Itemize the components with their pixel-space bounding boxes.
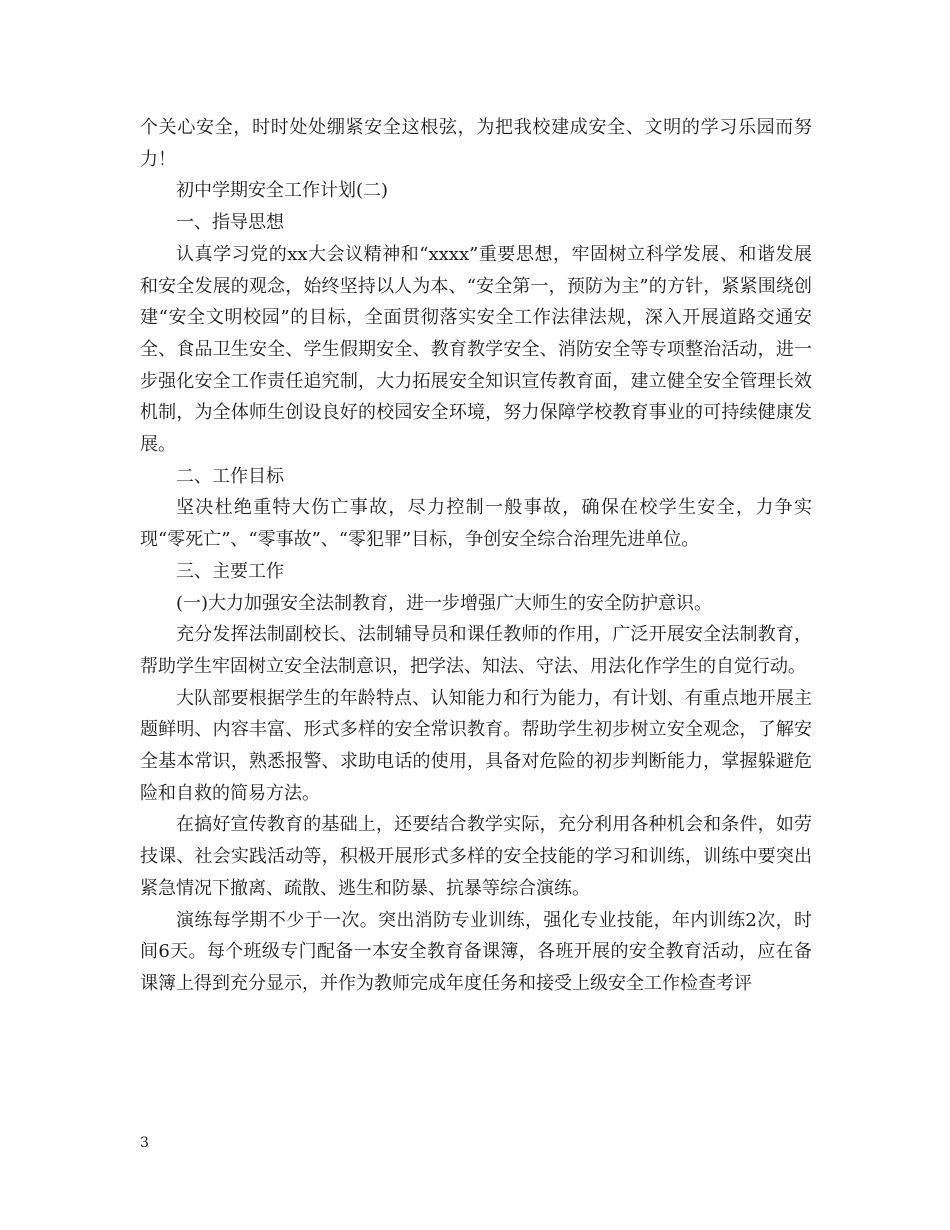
paragraph-safety-drills: 在搞好宣传教育的基础上，还要结合教学实际，充分利用各种机会和条件，如劳技课、社会实践活动等，积极开展形式多样的安全技能的学习和训练，训练中要突出紧急情况下撤离、疏散、逃生和防暴、抗暴等综合演练。 — [140, 814, 812, 899]
paragraph-continuation: 个关心安全，时时处处绷紧安全这根弦，为把我校建成安全、文明的学习乐园而努力！ — [140, 117, 812, 170]
subheading-legal-education: (一)大力加强安全法制教育，进一步增强广大师生的安全防护意识。 — [176, 592, 713, 614]
paragraph-drill-frequency: 演练每学期不少于一次。突出消防专业训练，强化专业技能，年内训练2次，时间6天。每个班级专门配备一本安全教育备课簿，各班开展的安全教育活动，应在备课簿上得到充分显示，并作为教师完成年度任务和接受上级安全工作检查考评 — [140, 909, 812, 994]
paragraph-legal-education: 充分发挥法制副校长、法制辅导员和课任教师的作用，广泛开展安全法制教育，帮助学生牢固树立安全法制意识，把学法、知法、守法、用法化作学生的自觉行动。 — [140, 624, 812, 677]
section-title: 初中学期安全工作计划(二) — [176, 180, 389, 202]
paragraph-work-goals: 坚决杜绝重特大伤亡事故，尽力控制一般事故，确保在校学生安全，力争实现“零死亡”、“零事故”、“零犯罪”目标，争创安全综合治理先进单位。 — [140, 497, 812, 551]
heading-guiding-ideology: 一、指导思想 — [176, 212, 284, 234]
heading-work-goals: 二、工作目标 — [176, 465, 284, 487]
paragraph-guiding-ideology: 认真学习党的xx大会议精神和“xxxx”重要思想，牢固树立科学发展、和谐发展和安全发展的观念，始终坚持以人为本、“安全第一，预防为主”的方针，紧紧围绕创建“安全文明校园”的目标，全面贯彻落实安全工作法律法规，深入开展道路交通安全、食品卫生安全、学生假期安全、教育教学安全、消防安全等专项整治活动，进一步强化安全工作责任追究制，大力拓展安全知识宣传教育面，建立健全安全管理长效机制，为全体师生创设良好的校园安全环境，努力保障学校教育事业的可持续健康发展。 — [140, 243, 812, 456]
heading-main-work: 三、主要工作 — [176, 560, 284, 582]
page-number: 3 — [140, 1135, 149, 1151]
paragraph-safety-knowledge: 大队部要根据学生的年龄特点、认知能力和行为能力，有计划、有重点地开展主题鲜明、内容丰富、形式多样的安全常识教育。帮助学生初步树立安全观念，了解安全基本常识，熟悉报警、求助电话的使用，具备对危险的初步判断能力，掌握躲避危险和自救的简易方法。 — [140, 687, 812, 804]
document-body — [140, 112, 812, 1000]
